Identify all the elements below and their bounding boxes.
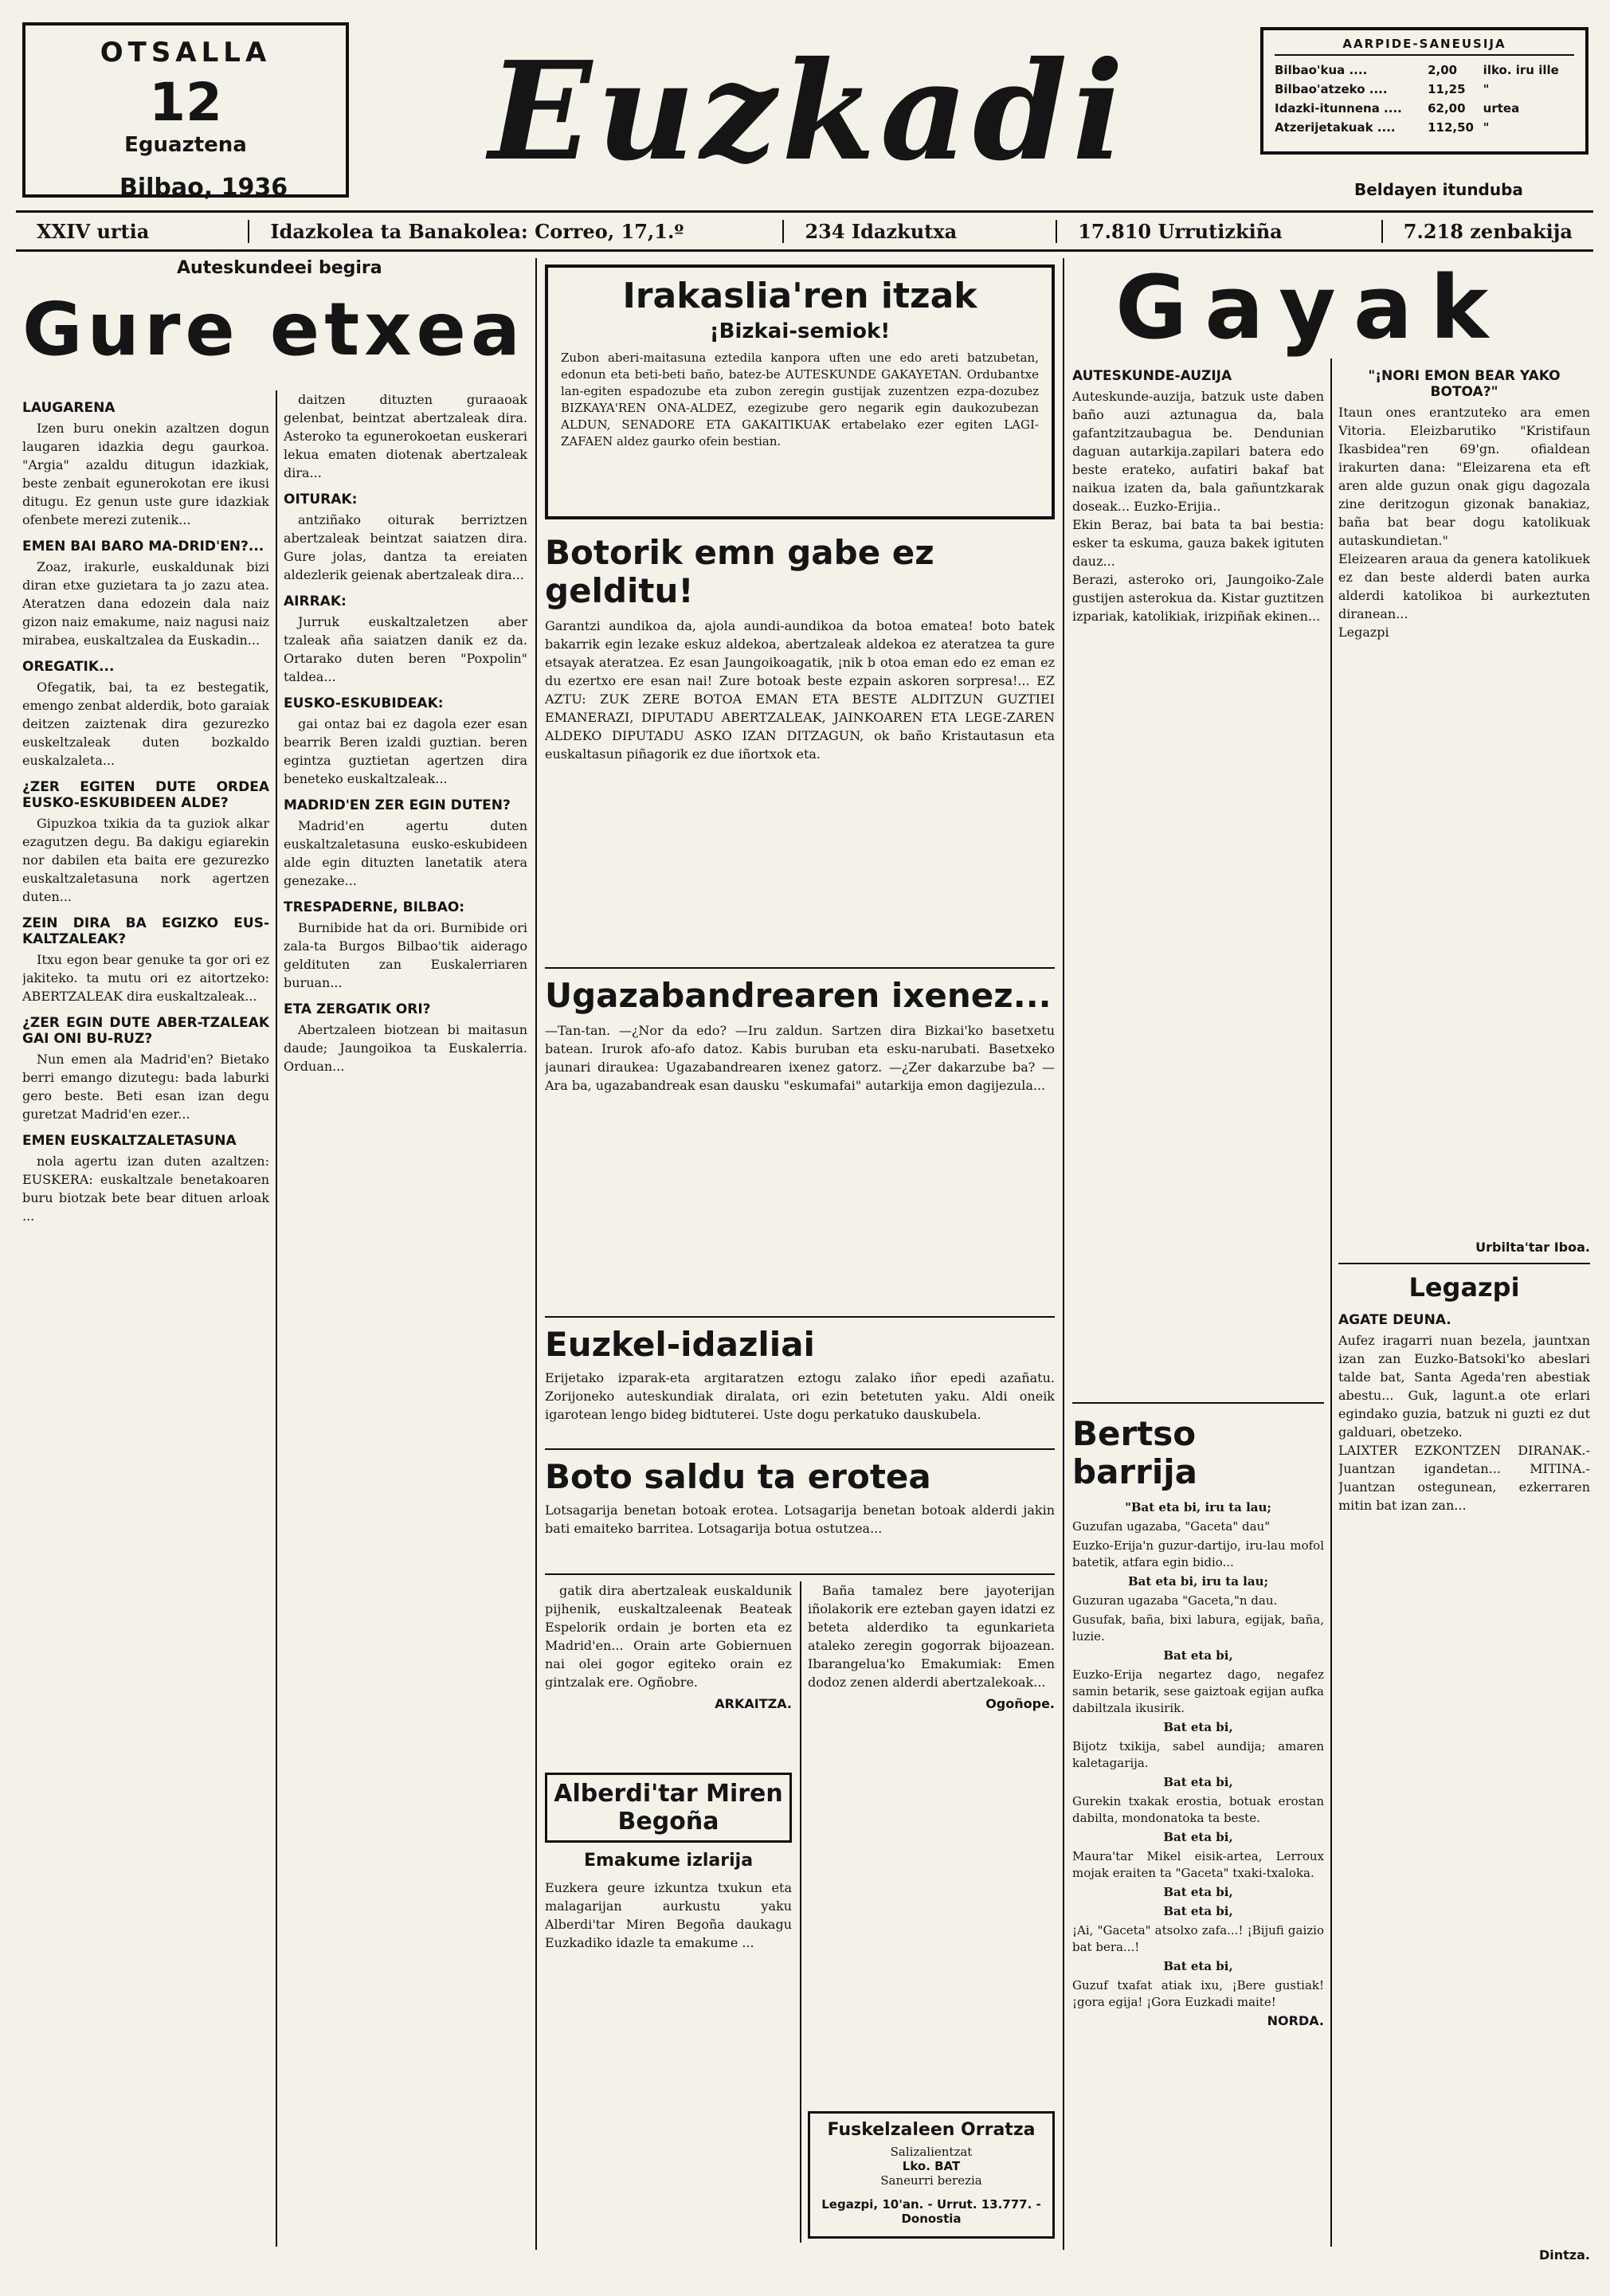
subscription-row: Idazki-itunnena .... 62,00 urtea [1275, 101, 1520, 116]
col1-body [22, 390, 269, 2247]
section-text: antziñako oiturak berriztzen abertzaleak beintzat saiatzen dira. Gure jolas, dantza ta ereiaten aldezlerik geienak abertzaleak dira... [284, 512, 527, 582]
column-divider [535, 258, 537, 2250]
section-heading: "¡NORI EMON BEAR YAKO BOTOA?" [1368, 368, 1561, 400]
article-title: Boto saldu ta erotea [545, 1457, 931, 1496]
divider [545, 1448, 1055, 1450]
ad-line: Saneurri berezia [880, 2173, 982, 2188]
subscription-table [1275, 61, 1574, 137]
year-label: XXIV urtia [37, 219, 150, 243]
section-text: Abertzaleen biotzean bi maitasun daude; Jaungoikoa ta Euskalerria. Orduan... [284, 1022, 527, 1074]
col2-body [284, 390, 527, 2247]
issue-label: 234 Idazkutxa [782, 220, 977, 243]
subscription-row: Bilbao'kua .... 2,00 ilko. iru ille [1275, 63, 1559, 77]
column-divider [1330, 359, 1332, 2247]
section-text: gai ontaz bai ez dagola ezer esan bearrik Beren izaldi guztian. beren egintza guztietan agertzen dira beneteko euskaltzaleak... [284, 716, 527, 786]
signature: Ogoñope. [985, 1696, 1055, 1711]
newspaper-logo: Euzkadi [488, 32, 1129, 191]
section-heading: ¿ZER EGIN DUTE ABER-TZALEAK GAI ONI BU-RUZ? [22, 1015, 269, 1047]
section-heading: MADRID'EN ZER EGIN DUTEN? [284, 797, 511, 813]
section-heading: TRESPADERNE, BILBAO: [284, 899, 465, 915]
article-title: Euzkel-idazliai [545, 1325, 815, 1364]
divider [545, 967, 1055, 969]
section-text: nola agertu izan duten azaltzen: EUSKERA: euskaltzale benetakoaren buru biotzak bete bear dituen arloak ... [22, 1154, 269, 1224]
article-text: Garantzi aundikoa da, ajola aundi-aundikoa da botoa ematea! boto batek bakarrik egin lezake eskuz aldekoa, abertzaleak aldekoa ez ateratzea ta gure etsayak ateratzea. Ez esan Jaungoikoagatik, ¡nik b otoa eman edo ez eman ez du ezertxo ere esan nai! Zure botoak beste ezpain askoren sorpresa!... EZ AZTU: ZUK ZERE BOTOA EMAN ETA BESTE ALDITZUN GUZTIEI EMANERAZI, DIPUTADU ABERTZALEAK, JAINKOAREN ETA LEGE-ZAREN ALDEKO DIPUTADU ASKO IZAN DITZAGUN, ok baño Kristautasun eta euskaltasun piñagorik ez due iñortxok eta. [545, 618, 1055, 762]
box-subtitle: ¡Bizkai-semiok! [709, 319, 891, 343]
signature: NORDA. [1267, 2013, 1324, 2028]
advertisement [808, 2111, 1055, 2239]
bertso-title: Bertso barrija [1072, 1414, 1197, 1491]
col4-headline: Gayak [1115, 257, 1506, 359]
section-heading: EUSKO-ESKUBIDEAK: [284, 695, 444, 711]
verse-line: Euzko-Erija negartez dago, negafez samin betarik, sese gaiztoak egijan aufka dabiltzala ikusirik. [1072, 1667, 1324, 1715]
section-heading: ¿ZER EGITEN DUTE ORDEA EUSKO-ESKUBIDEEN ALDE? [22, 779, 269, 811]
signature: Dintza. [1539, 2247, 1590, 2263]
verse-line: Bat eta bi, [1163, 1830, 1233, 1844]
article-text: Erijetako izparak-eta argitaratzen eztogu zalako iñor epedi azañatu. Zorijoneko auteskundiak diralata, ori ezin betetuten yaku. Aldi oneik igarotean lengo bideg bidtuterei. Uste dogu perkatuko dauskubela. [545, 1370, 1055, 1422]
section-heading: EMEN BAI BARO MA-DRID'EN?... [22, 539, 264, 554]
section-heading: EMEN EUSKALTZALETASUNA [22, 1133, 237, 1149]
section-text: Gipuzkoa txikia da ta guziok alkar ezagutzen degu. Ba dakigu egiarekin nor dabilen eta baita ere gezurezko euskaltzaletasuna nork agertzen duten... [22, 816, 269, 904]
section-heading: ZEIN DIRA BA EGIZKO EUS-KALTZALEAK? [22, 915, 269, 947]
verse-line: Bat eta bi, [1163, 1959, 1233, 1973]
article-text: —Tan-tan. —¿Nor da edo? —Iru zaldun. Sartzen dira Bizkai'ko basetxetu batean. Irurok afo-afo datoz. Kabis buruban eta esku-narubati. Basetxeko jaunari diraukea: Ugazabandrearen ixenez gatorz. —¿Zer dakarzube ba? —Ara ba, ugazabandreak esan dausku "eskumafai" autarkija emon dagijezula... [545, 1023, 1055, 1093]
section-text: Zoaz, irakurle, euskaldunak bizi diran etxe guzietara ta jo zazu atea. Ateratzen dana edozein dala naiz gizon naiz emakume, naiz nagusi naiz mirabea, euskaltzalea da Euskadin... [22, 559, 269, 648]
verse-line: Bat eta bi, iru ta lau; [1127, 1574, 1269, 1589]
verse-line: Bat eta bi, [1163, 1720, 1233, 1734]
section-text: Izen buru onekin azaltzen dogun laugaren idazkia degu gaurkoa. "Argia" azaldu ditugun idazkiak, beste zenbait egunerokotan ere ikusi ditugu. Ez genun uste gure idazkiak ofenbete merezi zutenik... [22, 421, 269, 527]
divider [545, 1316, 1055, 1318]
center-lower-right: Baña tamalez bere jayoterijan iñolakorik ere ezteban gayen idatzi ez beteta alderdiko ta egunkarieta ataleko zeregin gogorrak bijoazean. Ibarangelua'ko Emakumiak: Emen dodoz zenen alderdi abertzalekoak... Ogoñope. [808, 1583, 1055, 1711]
verse-line: Bat eta bi, [1163, 1885, 1233, 1899]
section-text: Madrid'en agertu duten euskaltzaletasuna eusko-eskubideen alde egin dituzten lanetatik atera genezake... [284, 818, 527, 888]
section-heading: AIRRAK: [284, 594, 347, 609]
subscription-row: Bilbao'atzeko .... 11,25 " [1275, 82, 1490, 96]
col4-body [1072, 359, 1324, 1415]
section-text: Ofegatik, bai, ta ez bestegatik, emengo zenbat alderdik, boto garaiak deitzen zaiztenak dira gezurezko euskeltzaleak duten bozkaldo euskalzaleta... [22, 680, 269, 768]
section-heading: OITURAK: [284, 492, 358, 507]
section-text: Jurruk euskaltzaletzen aber tzaleak aña saiatzen danik ez da. Ortarako duten beren "Poxpolin" taldea... [284, 614, 527, 684]
office-label: Idazkolea ta Banakolea: Correo, 17,1.º [248, 220, 704, 243]
ad-line: Salizalientzat [890, 2145, 973, 2159]
phone-label: 17.810 Urrutizkiña [1056, 220, 1302, 243]
verse-line: Bijotz txikija, sabel aundija; amaren kaletagarija. [1072, 1739, 1324, 1770]
divider [545, 1573, 1055, 1575]
weekday: Eguaztena [124, 133, 247, 157]
info-bar [16, 210, 1593, 252]
verse-line: Gurekin txakak erostia, botuak erostan dabilta, mondonatoka ta beste. [1072, 1794, 1324, 1825]
ad-title: Fuskelzaleen Orratza [827, 2120, 1036, 2140]
number-label: 7.218 zenbakija [1381, 220, 1593, 243]
month: OTSALLA [100, 37, 272, 69]
column-divider [800, 1581, 801, 2243]
bertso-article [1072, 1415, 1324, 2296]
section-heading: ETA ZERGATIK ORI? [284, 1001, 431, 1017]
verse-line: Bat eta bi, [1163, 1904, 1233, 1918]
signature: Urbilta'tar Iboa. [1475, 1240, 1590, 1255]
verse-line: Euzko-Erija'n guzur-dartijo, iru-lau mofol batetik, atfara egin bidio... [1072, 1538, 1324, 1569]
ad-footer: Legazpi, 10'an. - Urrut. 13.777. - Donostia [821, 2197, 1041, 2226]
col5-body [1338, 359, 1590, 2263]
legazpi-text: Aufez iragarri nuan bezela, jauntxan izan zan Euzko-Batsoki'ko abeslari talde bat, Santa Ageda'ren abestiak abestu... Guk, lagunt.a ote erlari egindako guzia, batzuk ni guzti ez dut galduari, obetzeko. LAIXTER EZKONTZEN DIRANAK.- Juantzan igandetan... MITINA.- Juantzan ostegunean, ezkerraren mitin bat izan zan... [1338, 1333, 1590, 1513]
column-divider [276, 390, 277, 2247]
verse-line: Bat eta bi, [1163, 1775, 1233, 1789]
col1-kicker: Auteskundeei begira [177, 258, 382, 278]
article-title: Ugazabandrearen ixenez... [545, 976, 1052, 1015]
divider [1338, 1263, 1590, 1264]
day: 12 [149, 72, 222, 133]
section-heading: LAUGARENA [22, 400, 116, 416]
irakaslia-box [545, 264, 1055, 519]
ad-line: Lko. BAT [902, 2159, 961, 2173]
date-box [22, 22, 349, 198]
box-text: Zubon aberi-maitasuna eztedila kanpora uften une edo areti batzubetan, edonun eta beti-beti baño, batez-be AUTESKUNDE GAKAYETAN. Ordubantxe lan-egiten espadozube eta zubon zeregin gustijak zuzentzen ezpa-dozubez BIZKAYA'REN ONA-ALDEZ, ezegizube gero negarik egin daukozubezan ALDUN, SENADORE ETA GAKAITIKUAK ertabelako ezer egiten LAGI-ZAFAEN aldez gaurko ofein bestian. [561, 351, 1039, 449]
legazpi-title: Legazpi [1408, 1272, 1520, 1303]
city-year: Bilbao, 1936 [119, 174, 288, 202]
divider [1072, 1402, 1324, 1404]
verse-line: "Bat eta bi, iru ta lau; [1125, 1500, 1271, 1514]
section-text: Itxu egon bear genuke ta gor ori ez jakiteko. ta mutu ori ez aitortzeko: ABERTZALEAK dira euskaltzaleak... [22, 952, 269, 1004]
section-heading: AUTESKUNDE-AUZIJA [1072, 368, 1232, 384]
article-title: Botorik emn gabe ez gelditu! [545, 533, 934, 610]
begona-article [545, 1773, 792, 2126]
begona-title: Alberdi'tar Miren Begoña [545, 1773, 792, 1843]
box-title: Irakaslia'ren itzak [622, 276, 977, 316]
signature: ARKAITZA. [715, 1696, 792, 1711]
bertso-verse-list [1072, 1499, 1324, 2011]
section-heading: OREGATIK... [22, 659, 115, 675]
begona-subtitle: Emakume izlarija [583, 1851, 754, 1871]
col4-text: Auteskunde-auzija, batzuk uste daben baño auzi aztunagua da, bala gafantzitzaubagua be. Dendunian daguan autarkija.zapilari batera edo beste erateko, aufatiri bakaf bat naikua izaten da, bala gañuntzkarak doseak... Euzko-Erijia.. Ekin Beraz, bai bata ta bai bestia: esker ta eskuma, gauza bakek igituten dauz... Berazi, asteroko ori, Jaungoiko-Zale gustijen asterokua da. Kistar guztitzen izpariak, katolikiak, irizpiñak ekinen... [1072, 389, 1324, 624]
subscription-box [1260, 27, 1588, 155]
center-lower-left: gatik dira abertzaleak euskaldunik pijhenik, euskaltzaleenak Beateak Espelorik ordain je borten eta ez Madrid'en... Orain arte Gobiernuen nai olei gogor egiteko orain ez gintzalak ere. Ogñobre. ARKAITZA. [545, 1583, 792, 1711]
col5-text: Itaun ones erantzuteko ara emen Vitoria. Eleizbarutiko "Kristifaun Ikasbidea"ren 69'gn. ofialdean irakurten dana: "Eleizarena eta eft aren alde guzun onak gigu dagozala zine deritzogun gizonak banakiaz, baña bat bear dogu katolikuak autaskundietan." Eleizearen araua da genera katolikuek ez dan beste alderdi baten aurka alderdi katolikoa bi aurkeztuten diranean... Legazpi [1338, 405, 1590, 640]
article-text: Lotsagarija benetan botoak erotea. Lotsagarija benetan botoak alderdi jakin bati emaiteko barritea. Lotsagarija botua ostutzea... [545, 1503, 1055, 1536]
section-text: Burnibide hat da ori. Burnibide ori zala-ta Burgos Bilbao'tik aiderago geldituten zan Euskalerriaren buruan... [284, 920, 527, 990]
column-divider [1063, 258, 1064, 2250]
verse-line: Maura'tar Mikel eisik-artea, Lerroux mojak eraiten ta "Gaceta" txaki-txaloka. [1072, 1849, 1324, 1880]
verse-line: Gusufak, baña, bixi labura, egijak, baña, luzie. [1072, 1612, 1324, 1644]
section-text: daitzen dituzten guraaoak gelenbat, beintzat abertzaleak dira. Asteroko ta egunerokoetan euskerari lekua ematen diotenak abertzaleak dira... [284, 392, 527, 480]
verse-line: Guzuran ugazaba "Gaceta,"n dau. [1072, 1593, 1278, 1608]
verse-line: Guzufan ugazaba, "Gaceta" dau" [1072, 1519, 1271, 1534]
bertso-lines [1072, 1499, 1324, 2296]
verse-line: ¡Ai, "Gaceta" atsolxo zafa...! ¡Bijufi gaizio bat bera...! [1072, 1923, 1324, 1954]
subscription-note: Beldayen itunduba [1354, 180, 1523, 199]
subscription-row: Atzerijetakuak .... 112,50 " [1275, 120, 1490, 135]
col1-headline: Gure etxea [22, 287, 526, 372]
begona-text: Euzkera geure izkuntza txukun eta malagarijan aurkustu yaku Alberdi'tar Miren Begoña daukagu Euzkadiko idazle ta emakume ... [545, 1880, 792, 1950]
center-articles [545, 534, 1055, 1565]
subscription-heading: AARPIDE-SANEUSIJA [1275, 37, 1574, 56]
verse-line: Guzuf txafat atiak ixu, ¡Bere gustiak! ¡gora egija! ¡Gora Euzkadi maite! [1072, 1978, 1324, 2009]
section-heading: AGATE DEUNA. [1338, 1312, 1451, 1328]
verse-line: Bat eta bi, [1163, 1648, 1233, 1663]
section-text: Nun emen ala Madrid'en? Bietako berri emango dizutegu: bada laburki gero beste. Beti esan izan degu guretzat Madrid'en ezer... [22, 1052, 269, 1122]
